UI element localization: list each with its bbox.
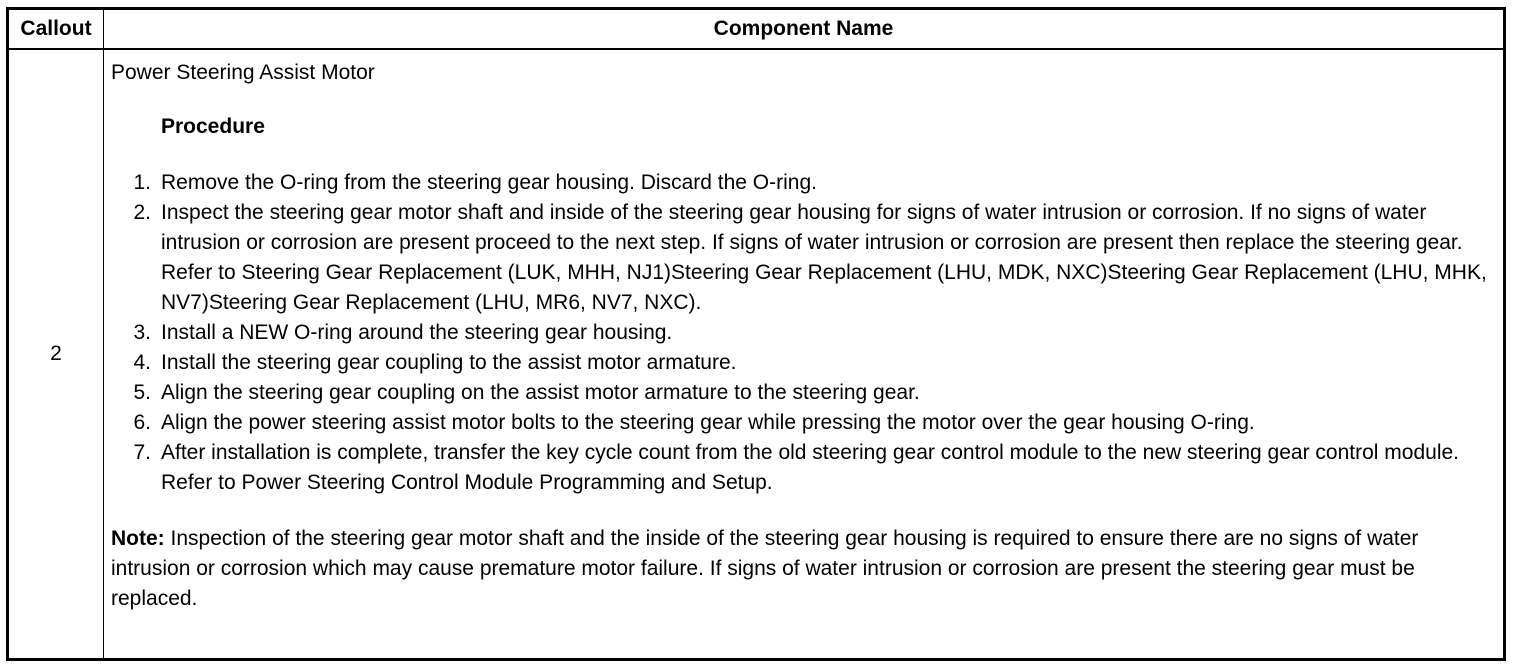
step-item <box>111 348 1489 378</box>
note-label: Note: <box>111 527 165 550</box>
step-item <box>111 378 1489 408</box>
step-number: 1. <box>133 171 151 194</box>
step-number: 3. <box>133 321 151 344</box>
note-paragraph <box>111 524 1489 614</box>
step-text: Align the power steering assist motor bolts to the steering gear while pressing the motor over the gear housing O-ring. <box>161 411 1255 434</box>
component-table <box>8 9 1504 659</box>
step-item <box>111 438 1489 498</box>
step-number: 6. <box>133 411 151 434</box>
step-text: Install the steering gear coupling to the assist motor armature. <box>161 351 737 374</box>
header-row <box>9 10 1504 50</box>
procedure-title: Procedure <box>161 115 265 138</box>
step-number: 5. <box>133 381 151 404</box>
step-text: After installation is complete, transfer the key cycle count from the old steering gear control module to the new steering gear control module. Refer to Power Steering Control Module Programming and Setup. <box>161 441 1460 494</box>
step-number: 2. <box>133 201 151 224</box>
header-callout: Callout <box>9 10 104 50</box>
step-item <box>111 198 1489 318</box>
step-item <box>111 168 1489 198</box>
step-text: Align the steering gear coupling on the assist motor armature to the steering gear. <box>161 381 920 404</box>
step-number: 4. <box>133 351 151 374</box>
procedure-steps <box>111 168 1489 498</box>
note-text: Inspection of the steering gear motor shaft and the inside of the steering gear housing is required to ensure there are no signs of water intrusion or corrosion which may cause premature motor failure. If signs of water intrusion or corrosion are present the steering gear must be replaced. <box>111 527 1419 610</box>
table-row <box>9 49 1504 659</box>
step-item <box>111 318 1489 348</box>
component-name: Power Steering Assist Motor <box>111 61 375 84</box>
step-item <box>111 408 1489 438</box>
callout-cell: 2 <box>9 49 104 659</box>
step-text: Remove the O-ring from the steering gear housing. Discard the O-ring. <box>161 171 817 194</box>
step-text: Install a NEW O-ring around the steering gear housing. <box>161 321 673 344</box>
step-number: 7. <box>133 441 151 464</box>
component-cell <box>104 49 1504 659</box>
component-table-container <box>6 7 1506 661</box>
step-text: Inspect the steering gear motor shaft and inside of the steering gear housing for signs of water intrusion or corrosion. If no signs of water intrusion or corrosion are present proceed to the next step. If signs of water intrusion or corrosion are present then replace the steering gear. Refer to Steering Gear Replacement (LUK, MHH, NJ1)Steering Gear Replacement (LHU, MDK, NXC)Steering Gear Replacement (LHU, MHK, NV7)Steering Gear Replacement (LHU, MR6, NV7, NXC). <box>161 201 1487 314</box>
header-component-name: Component Name <box>104 10 1504 50</box>
